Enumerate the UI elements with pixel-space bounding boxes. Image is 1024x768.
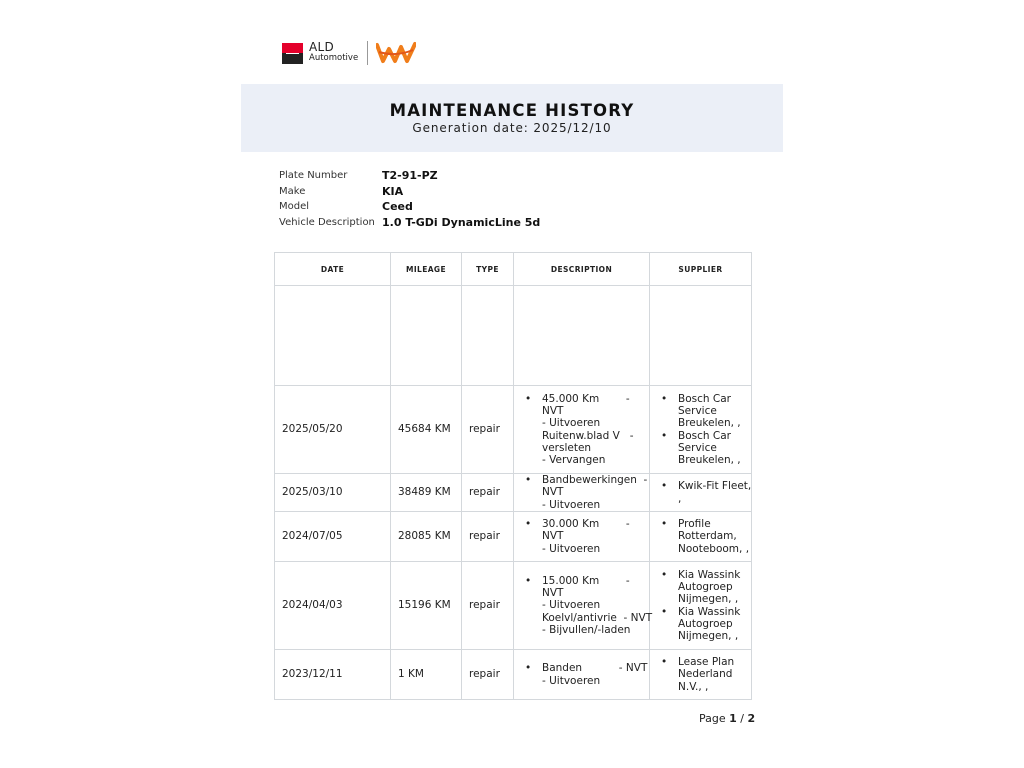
- cell-mileage: 45684 KM: [391, 386, 462, 474]
- description-list: [521, 474, 648, 511]
- table-row: [275, 386, 752, 474]
- description-list: [521, 662, 648, 687]
- cell-type: repair: [462, 512, 514, 562]
- cell-type: repair: [462, 562, 514, 650]
- supplier-item: • Kia Wassink Autogroep Nijmegen, ,: [657, 606, 744, 643]
- vehicle-description-row: [279, 215, 540, 231]
- plate-number-value: T2-91-PZ: [382, 169, 438, 183]
- vehicle-description-label: Vehicle Description: [279, 216, 375, 228]
- empty-table-row: [275, 286, 752, 386]
- column-header-supplier: SUPPLIER: [650, 253, 752, 286]
- brand-line2: Automotive: [309, 53, 359, 63]
- make-row: [279, 184, 540, 200]
- cell-supplier: [650, 512, 752, 562]
- cell-supplier: [650, 474, 752, 512]
- column-header-description: DESCRIPTION: [514, 253, 650, 286]
- cell-description: [514, 386, 650, 474]
- cell-mileage: 1 KM: [391, 650, 462, 700]
- table-header-row: [275, 253, 752, 286]
- cell-date: 2025/05/20: [275, 386, 391, 474]
- vehicle-description-value: 1.0 T-GDi DynamicLine 5d: [382, 215, 541, 229]
- supplier-item: • Lease Plan Nederland N.V., ,: [657, 656, 744, 693]
- table-row: [275, 474, 752, 512]
- supplier-list: [657, 656, 744, 693]
- cell-description: [514, 474, 650, 512]
- cell-supplier: [650, 562, 752, 650]
- current-page: 1: [729, 712, 737, 725]
- table-row: [275, 650, 752, 700]
- description-list: [521, 518, 642, 555]
- column-header-date: DATE: [275, 253, 391, 286]
- supplier-item: • Bosch Car Service Breukelen, ,: [657, 430, 744, 467]
- vehicle-info: [279, 168, 540, 230]
- supplier-list: [657, 518, 750, 555]
- supplier-item: • Kwik-Fit Fleet, ,: [657, 480, 744, 504]
- ald-logo-text: [309, 42, 358, 64]
- page-indicator: [699, 712, 755, 725]
- table-row: [275, 512, 752, 562]
- ald-logo-icon: [282, 43, 303, 64]
- cell-date: 2025/03/10: [275, 474, 391, 512]
- supplier-item: • Profile Rotterdam, Nooteboom, ,: [657, 518, 744, 555]
- make-value: KIA: [382, 184, 404, 198]
- logo-divider: [367, 41, 368, 65]
- page-label: Page: [699, 712, 726, 725]
- make-label: Make: [279, 185, 306, 197]
- plate-number-label: Plate Number: [279, 170, 348, 182]
- supplier-list: [657, 480, 752, 505]
- description-list: [521, 574, 653, 636]
- plate-number-row: [279, 168, 540, 184]
- company-logo: [282, 40, 416, 66]
- cell-mileage: 28085 KM: [391, 512, 462, 562]
- cell-mileage: 38489 KM: [391, 474, 462, 512]
- cell-description: [514, 650, 650, 700]
- cell-date: 2024/04/03: [275, 562, 391, 650]
- cell-date: 2024/07/05: [275, 512, 391, 562]
- column-header-type: TYPE: [462, 253, 514, 286]
- brand-line1: ALD: [309, 40, 335, 54]
- cell-date: 2023/12/11: [275, 650, 391, 700]
- maintenance-history-table: [274, 252, 752, 700]
- cell-type: repair: [462, 386, 514, 474]
- cell-description: [514, 562, 653, 650]
- w-logo-icon: [376, 41, 416, 65]
- column-header-mileage: MILEAGE: [391, 253, 462, 286]
- description-item: • 15.000 Km - NVT - Uitvoeren Koelvl/antivrie - NVT - Bijvullen/-laden: [521, 575, 642, 636]
- supplier-item: • Kia Wassink Autogroep Nijmegen, ,: [657, 569, 744, 606]
- cell-type: repair: [462, 650, 514, 700]
- model-label: Model: [279, 201, 310, 213]
- page-separator: /: [740, 712, 745, 725]
- supplier-list: [657, 393, 744, 466]
- description-list: [521, 393, 642, 466]
- cell-supplier: [650, 386, 752, 474]
- model-value: Ceed: [382, 200, 413, 214]
- page-title: MAINTENANCE HISTORY: [389, 101, 635, 120]
- cell-mileage: 15196 KM: [391, 562, 462, 650]
- supplier-item: • Bosch Car Service Breukelen, ,: [657, 393, 744, 430]
- total-pages: 2: [747, 712, 756, 725]
- table-row: [275, 562, 752, 650]
- cell-description: [514, 512, 650, 562]
- description-item: • Bandbewerkingen - NVT - Uitvoeren: [521, 474, 642, 511]
- generation-date: Generation date: 2025/12/10: [412, 121, 612, 135]
- description-item: • 45.000 Km - NVT - Uitvoeren Ruitenw.blad V - versleten - Vervangen: [521, 393, 642, 466]
- supplier-list: [657, 569, 744, 642]
- model-row: [279, 199, 540, 215]
- description-item: • 30.000 Km - NVT - Uitvoeren: [521, 518, 642, 555]
- cell-type: repair: [462, 474, 514, 512]
- report-header-banner: [241, 84, 783, 152]
- description-item: • Banden - NVT - Uitvoeren: [521, 662, 642, 686]
- cell-supplier: [650, 650, 752, 700]
